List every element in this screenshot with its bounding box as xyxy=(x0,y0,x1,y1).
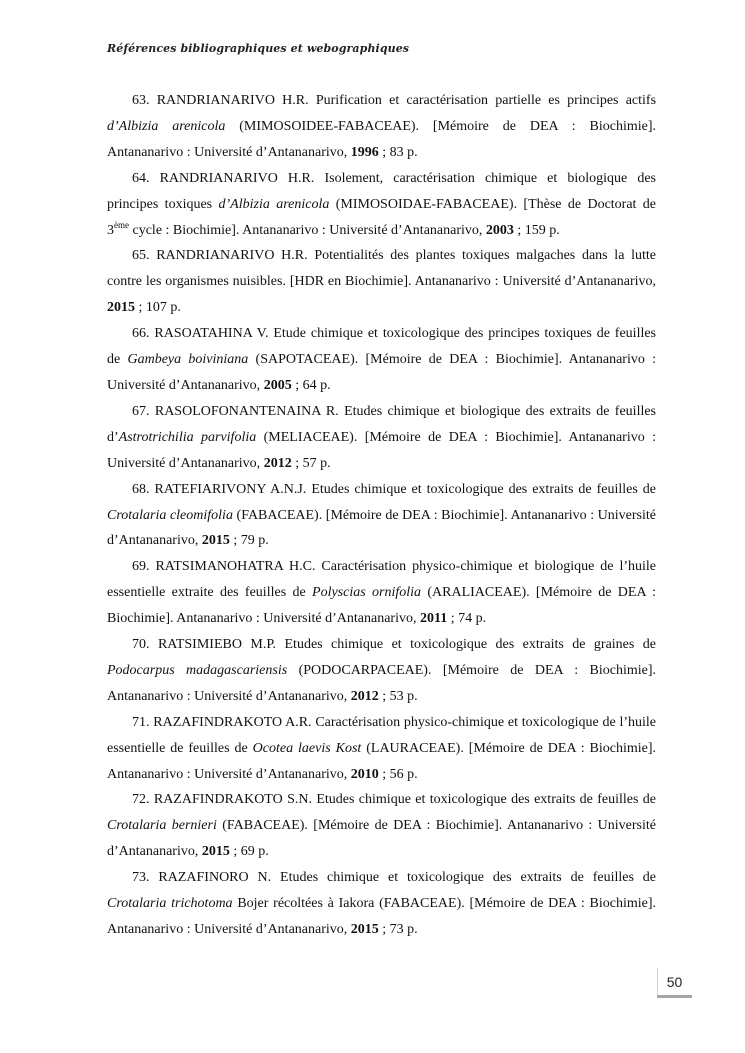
reference-item: 70. RATSIMIEBO M.P. Etudes chimique et toxicologique des extraits de graines de Podocarpus madagascariensis (PODOCARPACEAE). [Mémoire de DEA : Biochimie]. Antananarivo : Université d’Antananarivo, 2012 ; 53 p. xyxy=(107,637,657,704)
ref-number: 72. xyxy=(132,792,150,808)
species-name: Ocotea laevis Kost xyxy=(252,740,362,756)
ref-author: RASOLOFONANTENAINA R. xyxy=(154,403,339,419)
species-name: Crotalaria bernieri xyxy=(107,818,217,834)
ref-number: 66. xyxy=(132,326,150,342)
ref-year: 2010 xyxy=(350,766,379,782)
ref-number: 67. xyxy=(132,403,150,419)
ref-author: RAZAFINDRAKOTO S.N. xyxy=(153,792,312,808)
reference-item: 64. RANDRIANARIVO H.R. Isolement, caractérisation chimique et biologique des principes toxiques d’Albizia arenicola (MIMOSOIDAE-FABACEAE). [Thèse de Doctorat de 3ème cycle : Biochimie]. Antananarivo : Université d’Antananarivo, 2003 ; 159 p. xyxy=(107,170,657,238)
ref-number: 69. xyxy=(132,559,150,575)
reference-item: 71. RAZAFINDRAKOTO A.R. Caractérisation physico-chimique et toxicologique de l’huile essentielle de feuilles de Ocotea laevis Kost (LAURACEAE). [Mémoire de DEA : Biochimie]. Antananarivo : Université d’Antananarivo, 2010 ; 56 p. xyxy=(107,714,657,782)
ref-number: 63. xyxy=(132,93,150,108)
reference-item: 63. RANDRIANARIVO H.R. Purification et caractérisation partielle es principes actifs d’Albizia arenicola (MIMOSOIDEE-FABACEAE). [Mémoire de DEA : Biochimie]. Antananarivo : Université d’Antananarivo, 1996 ; 83 p. xyxy=(107,93,657,160)
reference-item: 68. RATEFIARIVONY A.N.J. Etudes chimique et toxicologique des extraits de feuilles de Crotalaria cleomifolia (FABACEAE). [Mémoire de DEA : Biochimie]. Antananarivo : Université d’Antananarivo, 2015 ; 79 p. xyxy=(107,481,657,549)
ref-year: 2003 xyxy=(485,222,514,238)
species-name: Gambeya boiviniana xyxy=(127,352,249,368)
species-name: d’Albizia arenicola xyxy=(107,118,226,134)
ref-author: RASOATAHINA V. xyxy=(154,326,269,342)
species-name: Podocarpus madagascariensis xyxy=(107,662,288,678)
reference-item: 69. RATSIMANOHATRA H.C. Caractérisation physico-chimique et biologique de l’huile essentielle extraite des feuilles de Polyscias ornifolia (ARALIACEAE). [Mémoire de DEA : Biochimie]. Antananarivo : Université d’Antananarivo, 2011 ; 74 p. xyxy=(107,559,657,627)
species-name: Crotalaria trichotoma xyxy=(107,896,233,912)
superscript: ème xyxy=(114,219,129,230)
species-name: Crotalaria cleomifolia xyxy=(107,507,233,523)
page-number: 50 xyxy=(657,968,692,998)
ref-number: 73. xyxy=(132,870,150,886)
ref-number: 71. xyxy=(132,714,150,730)
ref-year: 2015 xyxy=(107,300,135,316)
ref-author: RATEFIARIVONY A.N.J. xyxy=(154,481,307,497)
species-name: Polyscias ornifolia xyxy=(312,585,422,601)
reference-list xyxy=(107,88,656,943)
ref-number: 70. xyxy=(132,637,150,653)
ref-author: RANDRIANARIVO H.R. xyxy=(156,93,309,108)
ref-year: 2015 xyxy=(201,533,230,549)
ref-year: 2015 xyxy=(201,844,230,860)
reference-item: 65. RANDRIANARIVO H.R. Potentialités des plantes toxiques malgaches dans la lutte contre les organismes nuisibles. [HDR en Biochimie]. Antananarivo : Université d’Antananarivo, 2015 ; 107 p. xyxy=(107,248,657,316)
ref-author: RAZAFINDRAKOTO A.R. xyxy=(153,714,312,730)
ref-author: RAZAFINORO N. xyxy=(158,870,272,886)
ref-year: 1996 xyxy=(350,144,379,160)
reference-item: 67. RASOLOFONANTENAINA R. Etudes chimique et biologique des extraits de feuilles d’Astrotrichilia parvifolia (MELIACEAE). [Mémoire de DEA : Biochimie]. Antananarivo : Université d’Antananarivo, 2012 ; 57 p. xyxy=(107,403,657,471)
ref-year: 2012 xyxy=(350,688,379,704)
reference-item: 66. RASOATAHINA V. Etude chimique et toxicologique des principes toxiques de feuilles de Gambeya boiviniana (SAPOTACEAE). [Mémoire de DEA : Biochimie]. Antananarivo : Université d’Antananarivo, 2005 ; 64 p. xyxy=(107,326,657,393)
ref-year: 2012 xyxy=(263,455,292,471)
reference-item: 72. RAZAFINDRAKOTO S.N. Etudes chimique et toxicologique des extraits de feuilles de Crotalaria bernieri (FABACEAE). [Mémoire de DEA : Biochimie]. Antananarivo : Université d’Antananarivo, 2015 ; 69 p. xyxy=(107,792,657,860)
ref-author: RANDRIANARIVO H.R. xyxy=(156,248,308,264)
ref-author: RATSIMIEBO M.P. xyxy=(157,637,277,653)
ref-number: 68. xyxy=(132,481,150,497)
ref-year: 2005 xyxy=(263,377,292,393)
ref-author: RANDRIANARIVO H.R. xyxy=(159,170,315,186)
ref-number: 64. xyxy=(132,170,150,186)
running-header: Références bibliographiques et webographiques xyxy=(107,42,410,55)
reference-item: 73. RAZAFINORO N. Etudes chimique et toxicologique des extraits de feuilles de Crotalaria trichotoma Bojer récoltées à Iakora (FABACEAE). [Mémoire de DEA : Biochimie]. Antananarivo : Université d’Antananarivo, 2015 ; 73 p. xyxy=(107,870,657,937)
ref-year: 2011 xyxy=(419,611,448,627)
ref-author: RATSIMANOHATRA H.C. xyxy=(155,559,316,575)
ref-number: 65. xyxy=(132,248,150,264)
species-name: d’Albizia arenicola xyxy=(218,196,330,212)
species-name: Astrotrichilia parvifolia xyxy=(118,429,257,445)
ref-year: 2015 xyxy=(350,922,379,937)
